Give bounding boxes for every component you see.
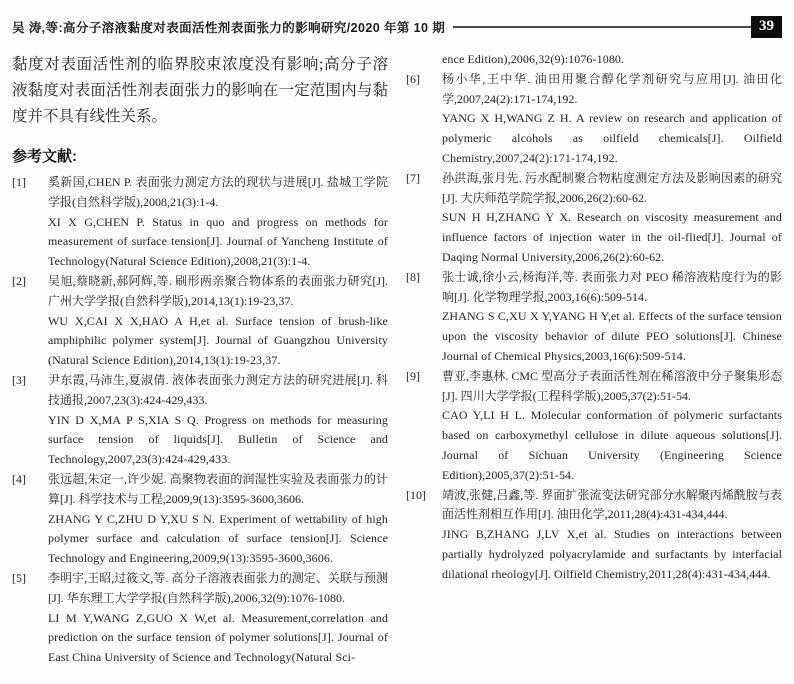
reference-english-text: YANG X H,WANG Z H. A review on research and application of polymeric alcohols as oilfield chemicals[J]. Oilfield Chemistry,2007,24(2):171-174,192. xyxy=(442,111,782,165)
conclusion-paragraph: 黏度对表面活性剂的临界胶束浓度没有影响;高分子溶液黏度对表面活性剂表面张力的影响在一定范围内与黏度并不具有线性关系。 xyxy=(12,56,388,125)
reference-english-text: YIN D X,MA P S,XIA S Q. Progress on methods for measuring surface tension of liquids[J]. Bulletin of Science and Technology,2007,23(3):424-429,433. xyxy=(48,412,388,467)
reference-item xyxy=(12,569,388,668)
reference-chinese-text: 奚新国,CHEN P. 表面张力测定方法的现状与进展[J]. 盐城工学院学报(自然科学版),2008,21(3):1-4. xyxy=(48,175,388,209)
header-rule xyxy=(453,26,751,28)
page-number-badge: 39 xyxy=(751,16,782,38)
reference-number: [7] xyxy=(406,170,420,185)
reference-number: [8] xyxy=(406,269,420,284)
two-column-body xyxy=(12,50,782,668)
reference-item xyxy=(12,371,388,470)
reference-chinese-text: 张士诚,徐小云,杨海洋,等. 表面张力对 PEO 稀溶液粘度行为的影响[J]. 化学物理学报,2003,16(6):509-514. xyxy=(442,269,782,304)
reference-item xyxy=(12,272,388,371)
reference-english-text: ence Edition),2006,32(9):1076-1080. xyxy=(442,52,625,66)
reference-item xyxy=(406,169,782,268)
reference-number: [9] xyxy=(406,368,420,383)
reference-chinese-text: 尹东霞,马沛生,夏淑倩. 液体表面张力测定方法的研究进展[J]. 科技通报,2007,23(3):424-429,433. xyxy=(48,372,388,407)
reference-chinese-text: 靖波,张健,吕鑫,等. 界面扩张流变法研究部分水解聚丙烯酰胺与表面活性剂相互作用[J]. 油田化学,2011,28(4):431-434,444. xyxy=(442,487,782,522)
running-head-title: 吴 涛,等:高分子溶液黏度对表面活性剂表面张力的影响研究/2020 年第 10 期 xyxy=(12,21,446,35)
reference-number: [5] xyxy=(12,570,26,585)
reference-number: [1] xyxy=(12,175,26,189)
reference-english-text: JING B,ZHANG J,LV X,et al. Studies on interactions between partially hydrolyzed polyacrylamide and surfactants by interfacial dilational rheology[J]. Oilfield Chemistry,2011,28(4):431-434,444. xyxy=(442,527,782,581)
reference-number: [4] xyxy=(12,471,26,486)
reference-item xyxy=(406,486,782,585)
reference-english-text: ZHANG S C,XU X Y,YANG H Y,et al. Effects of the surface tension upon the viscosity behavior of dilute PEO solutions[J]. Chinese Journal of Chemical Physics,2003,16(6):509-514. xyxy=(442,309,782,363)
reference-english-text: LI M Y,WANG Z,GUO X W,et al. Measurement,correlation and prediction on the surface tension of polymer solutions[J]. Journal of East China University of Science and Technology(Natural Sci- xyxy=(48,610,388,665)
reference-number: [2] xyxy=(12,273,26,288)
reference-chinese-text: 吴旭,蔡晓新,郝阿辉,等. 刷形两亲聚合物体系的表面张力研究[J]. 广州大学学报(自然科学版),2014,13(1):19-23,37. xyxy=(48,273,388,308)
reference-item xyxy=(12,470,388,569)
left-column xyxy=(12,50,388,668)
reference-item xyxy=(406,367,782,486)
reference-english-text: CAO Y,LI H L. Molecular conformation of polymeric surfactants based on carboxymethyl cellulose in dilute aqueous solutions[J]. Journal of Sichuan University (Engineering Science Edition),2005,37(2):51-54. xyxy=(442,408,782,482)
references-list-right xyxy=(406,50,782,585)
reference-item xyxy=(406,70,782,169)
reference-english-text: WU X,CAI X X,HAO A H,et al. Surface tension of brush-like amphiphilic polymer system[J]. Journal of Guangzhou University (Natural Science Edition),2014,13(1):19-23,37. xyxy=(48,313,388,368)
reference-number: [10] xyxy=(406,487,426,502)
reference-item xyxy=(406,50,782,70)
reference-chinese-text: 张远超,朱定一,许少妮. 高聚物表面的润湿性实验及表面张力的计算[J]. 科学技术与工程,2009,9(13):3595-3600,3606. xyxy=(48,471,388,506)
reference-item xyxy=(406,268,782,367)
reference-english-text: ZHANG Y C,ZHU D Y,XU S N. Experiment of wettability of high polymer surface and calculation of surface tension[J]. Science Technology and Engineering,2009,9(13):3595-3600,3606. xyxy=(48,511,388,566)
references-list-left xyxy=(12,173,388,668)
reference-item xyxy=(12,173,388,272)
reference-english-text: XI X G,CHEN P. Status in quo and progress on methods for measurement of surface tension[J]. Journal of Yancheng Institute of Technology(Natural Science Edition),2008,21(3):1-4. xyxy=(48,214,388,269)
right-column xyxy=(406,50,782,668)
references-heading: 参考文献: xyxy=(12,148,77,165)
reference-chinese-text: 曹亚,李惠林. CMC 型高分子表面活性剂在稀溶液中分子聚集形态[J]. 四川大学学报(工程科学版),2005,37(2):51-54. xyxy=(442,368,782,403)
reference-english-text: SUN H H,ZHANG Y X. Research on viscosity measurement and influence factors of injection water in the oil-flied[J]. Journal of Daqing Normal University,2006,26(2):60-62. xyxy=(442,210,782,264)
reference-number: [6] xyxy=(406,71,420,86)
reference-number: [3] xyxy=(12,372,26,387)
reference-chinese-text: 孙洪海,张月先. 污水配制聚合物粘度测定方法及影响因素的研究[J]. 大庆师范学院学报,2006,26(2):60-62. xyxy=(442,170,782,205)
reference-chinese-text: 李明宇,王昭,过筱文,等. 高分子溶液表面张力的测定、关联与预测[J]. 华东理工大学学报(自然科学版),2006,32(9):1076-1080. xyxy=(48,570,388,605)
page-header xyxy=(12,14,782,40)
reference-chinese-text: 杨小华,王中华. 油田用聚合醇化学剂研究与应用[J]. 油田化学,2007,24(2):171-174,192. xyxy=(442,71,782,106)
